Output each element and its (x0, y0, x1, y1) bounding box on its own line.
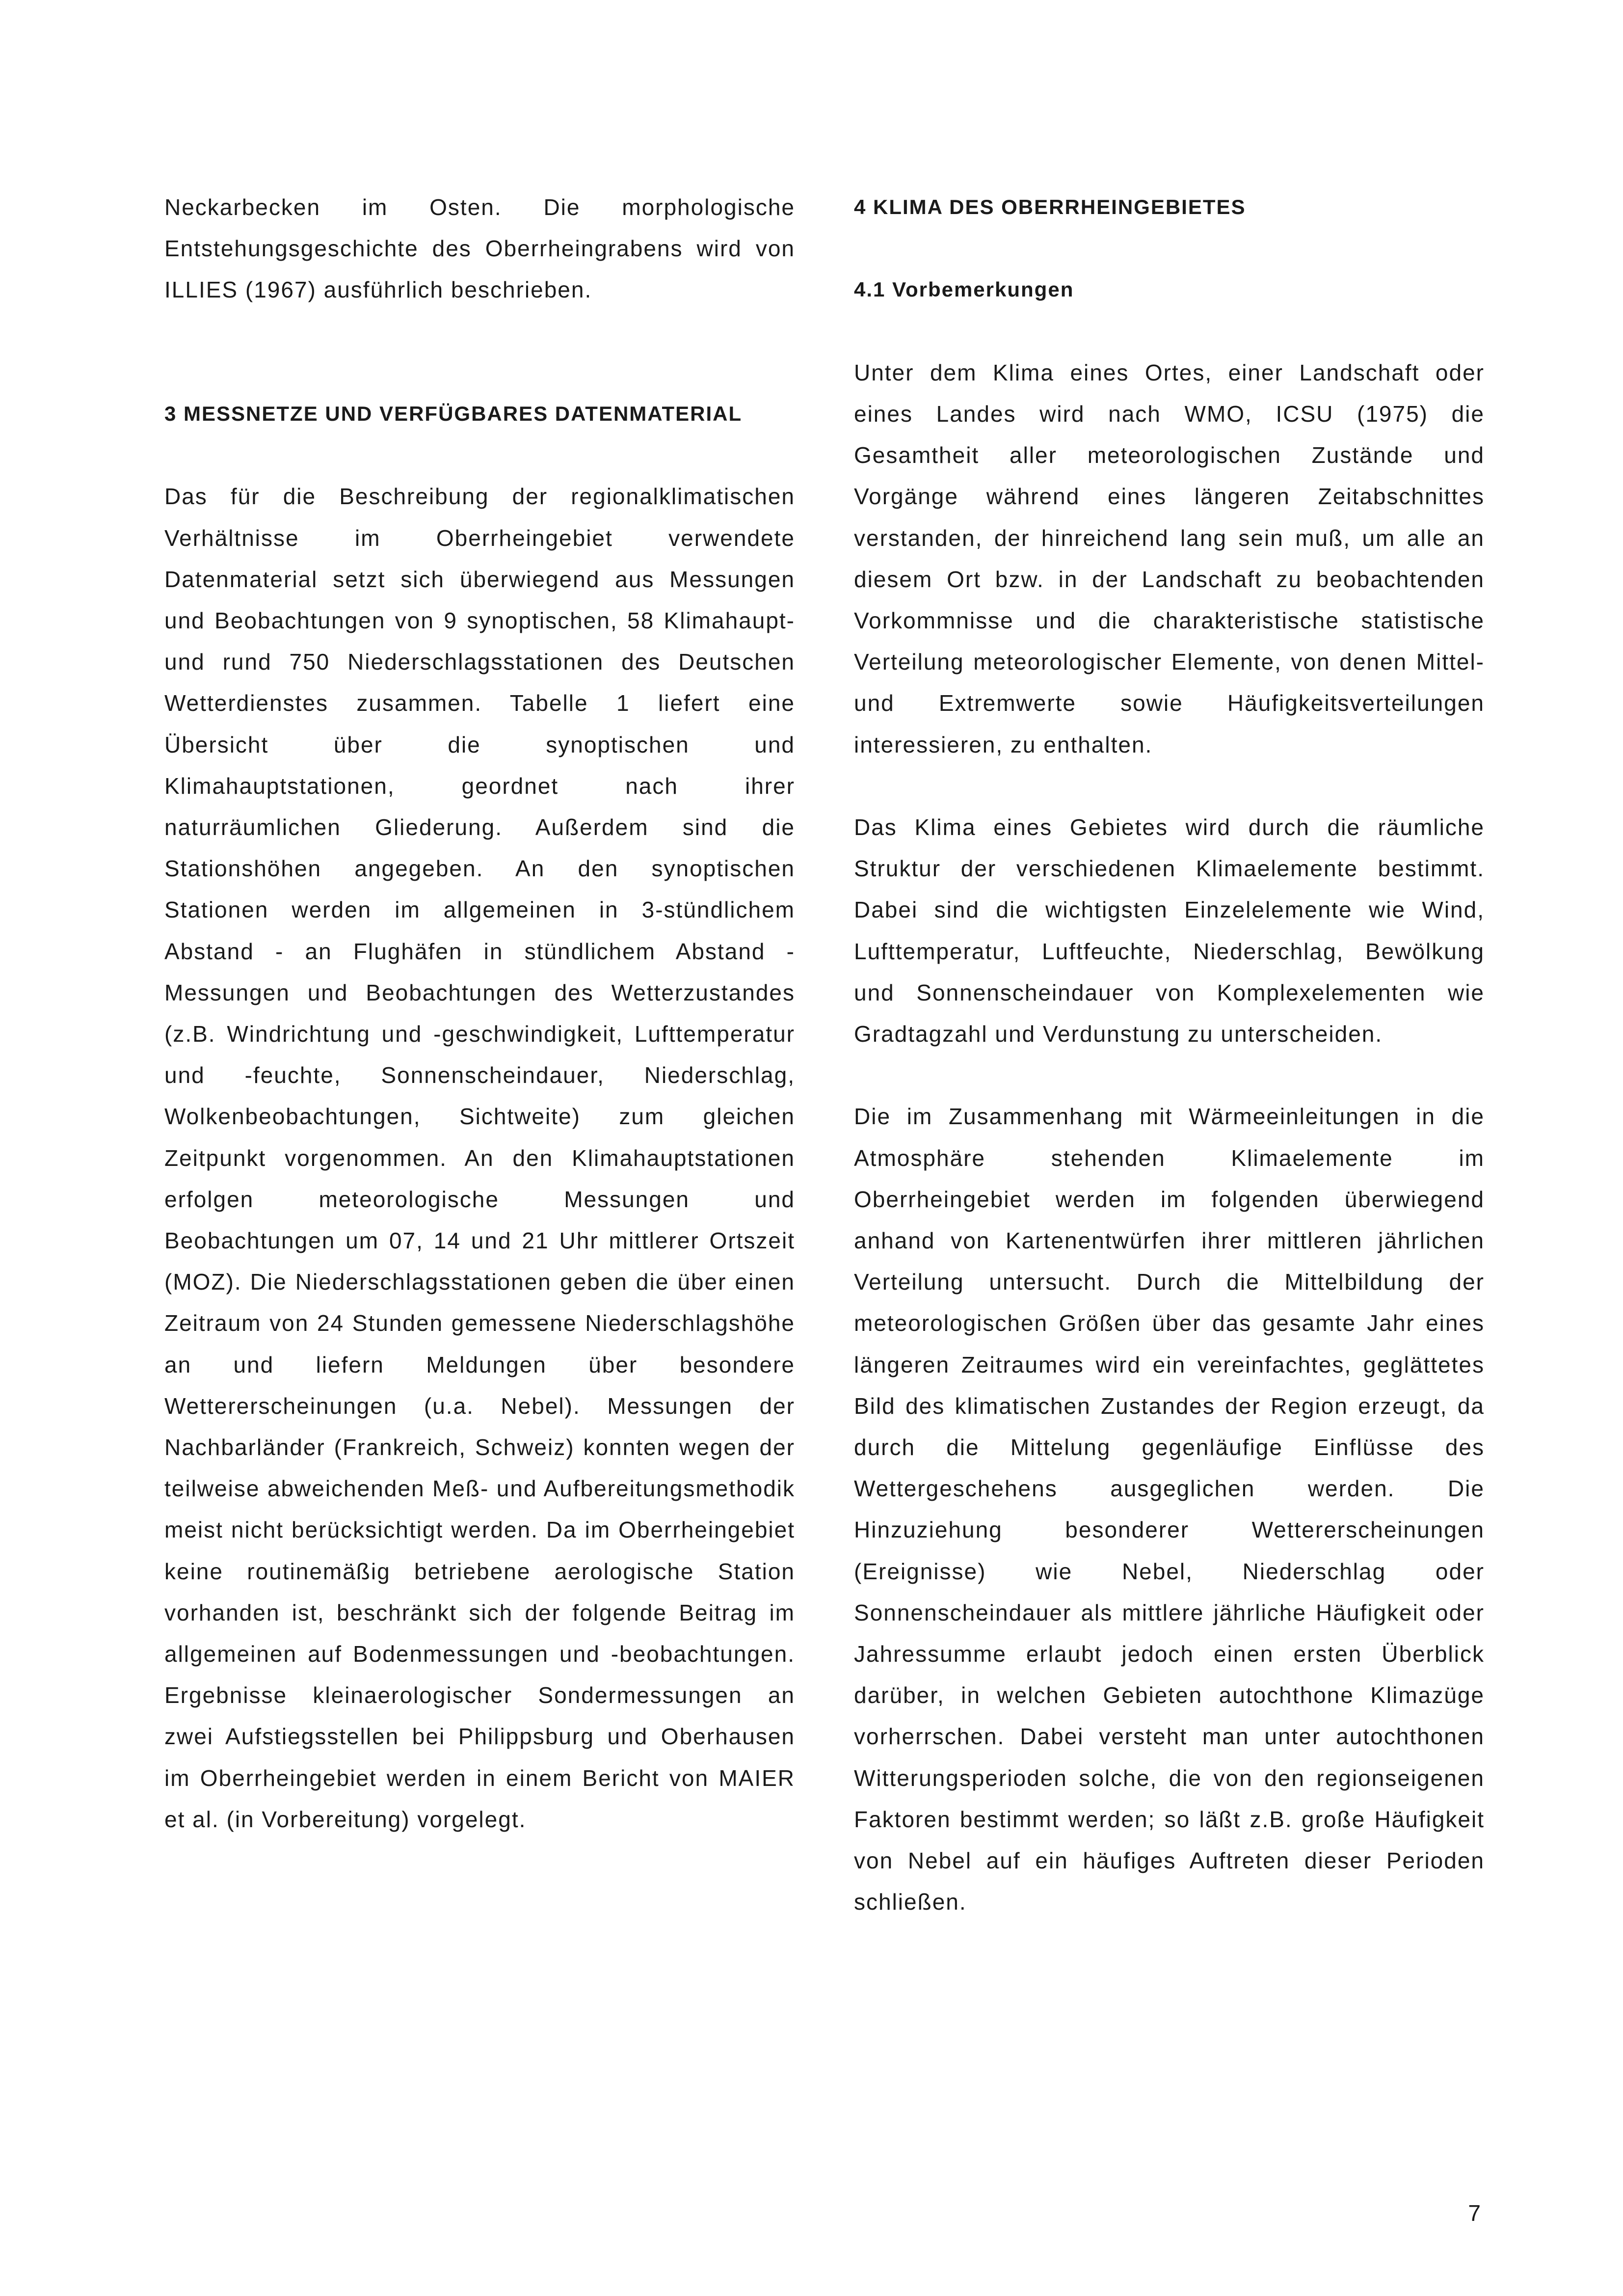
section-4-paragraph-3: Die im Zusammenhang mit Wärmeeinleitungen in die Atmosphäre stehenden Klimaelemente im Oberrheingebiet werden im folgenden überwiegend anhand von Kartenentwürfen ihrer mittleren jährlichen Verteilung untersucht. Durch die Mittelbildung der meteorologischen Größen über das gesamte Jahr eines längeren Zeitraumes wird ein vereinfachtes, geglättetes Bild des klimatischen Zustandes der Region erzeugt, da durch die Mittelung gegenläufige Einflüsse des Wettergeschehens ausgeglichen werden. Die Hinzuziehung besonderer Wettererscheinungen (Ereignisse) wie Nebel, Niederschlag oder Sonnenscheindauer als mittlere jährliche Häufigkeit oder Jahressumme erlaubt jedoch einen ersten Überblick darüber, in welchen Gebieten autochthone Klimazüge vorherrschen. Dabei versteht man unter autochthonen Witterungsperioden solche, die von den regionseigenen Faktoren bestimmt werden; so läßt z.B. große Häufigkeit von Nebel auf ein häufiges Auftreten dieser Perioden schließen. (854, 1104, 1485, 1915)
section-4-paragraph-1: Unter dem Klima eines Ortes, einer Landschaft oder eines Landes wird nach WMO, ICSU (1975) die Gesamtheit aller meteorologischen Zustände und Vorgänge während eines längeren Zeitabschnittes verstanden, der hinreichend lang sein muß, um alle an diesem Ort bzw. in der Landschaft zu beobachtenden Vorkommnisse und die charakteristische statistische Verteilung meteorologischer Elemente, von denen Mittel- und Extremwerte sowie Häufigkeitsverteilungen interessieren, zu enthalten. (854, 359, 1485, 757)
section-4-heading: 4 KLIMA DES OBERRHEINGEBIETES (854, 195, 1246, 218)
page-number: 7 (1468, 2200, 1481, 2226)
section-3-heading: 3 MESSNETZE UND VERFÜGBARES DATENMATERIAL (164, 402, 743, 425)
intro-paragraph: Neckarbecken im Osten. Die morphologische Entstehungsgeschichte des Oberrheingrabens wird von ILLIES (1967) ausführlich beschrieben. (164, 194, 795, 303)
right-column (854, 187, 1485, 1922)
section-3-body: Das für die Beschreibung der regionalklimatischen Verhältnisse im Oberrheingebiet verwendete Datenmaterial setzt sich überwiegend aus Messungen und Beobachtungen von 9 synoptischen, 58 Klimahaupt- und rund 750 Niederschlagsstationen des Deutschen Wetterdienstes zusammen. Tabelle 1 liefert eine Übersicht über die synoptischen und Klimahauptstationen, geordnet nach ihrer naturräumlichen Gliederung. Außerdem sind die Stationshöhen angegeben. An den synoptischen Stationen werden im allgemeinen in 3-stündlichem Abstand - an Flughäfen in stündlichem Abstand - Messungen und Beobachtungen des Wetterzustandes (z.B. Windrichtung und -geschwindigkeit, Lufttemperatur und -feuchte, Sonnenscheindauer, Niederschlag, Wolkenbeobachtungen, Sichtweite) zum gleichen Zeitpunkt vorgenommen. An den Klimahauptstationen erfolgen meteorologische Messungen und Beobachtungen um 07, 14 und 21 Uhr mittlerer Ortszeit (MOZ). Die Niederschlagsstationen geben die über einen Zeitraum von 24 Stunden gemessene Niederschlagshöhe an und liefern Meldungen über besondere Wettererscheinungen (u.a. Nebel). Messungen der Nachbarländer (Frankreich, Schweiz) konnten wegen der teilweise abweichenden Meß- und Aufbereitungsmethodik meist nicht berücksichtigt werden. Da im Oberrheingebiet keine routinemäßig betriebene aerologische Station vorhanden ist, beschränkt sich der folgende Beitrag im allgemeinen auf Bodenmessungen und -beobachtungen. Ergebnisse kleinaerologischer Sondermessungen an zwei Aufstiegsstellen bei Philippsburg und Oberhausen im Oberrheingebiet werden in einem Bericht von MAIER et al. (in Vorbereitung) vorgelegt. (164, 484, 795, 1832)
left-column (164, 187, 795, 1840)
section-4-paragraph-2: Das Klima eines Gebietes wird durch die räumliche Struktur der verschiedenen Klimaelemente bestimmt. Dabei sind die wichtigsten Einzelelemente wie Wind, Lufttemperatur, Luftfeuchte, Niederschlag, Bewölkung und Sonnenscheindauer von Komplexelementen wie Gradtagzahl und Verdunstung zu unterscheiden. (854, 814, 1485, 1047)
subsection-4-1-heading: 4.1 Vorbemerkungen (854, 278, 1074, 301)
